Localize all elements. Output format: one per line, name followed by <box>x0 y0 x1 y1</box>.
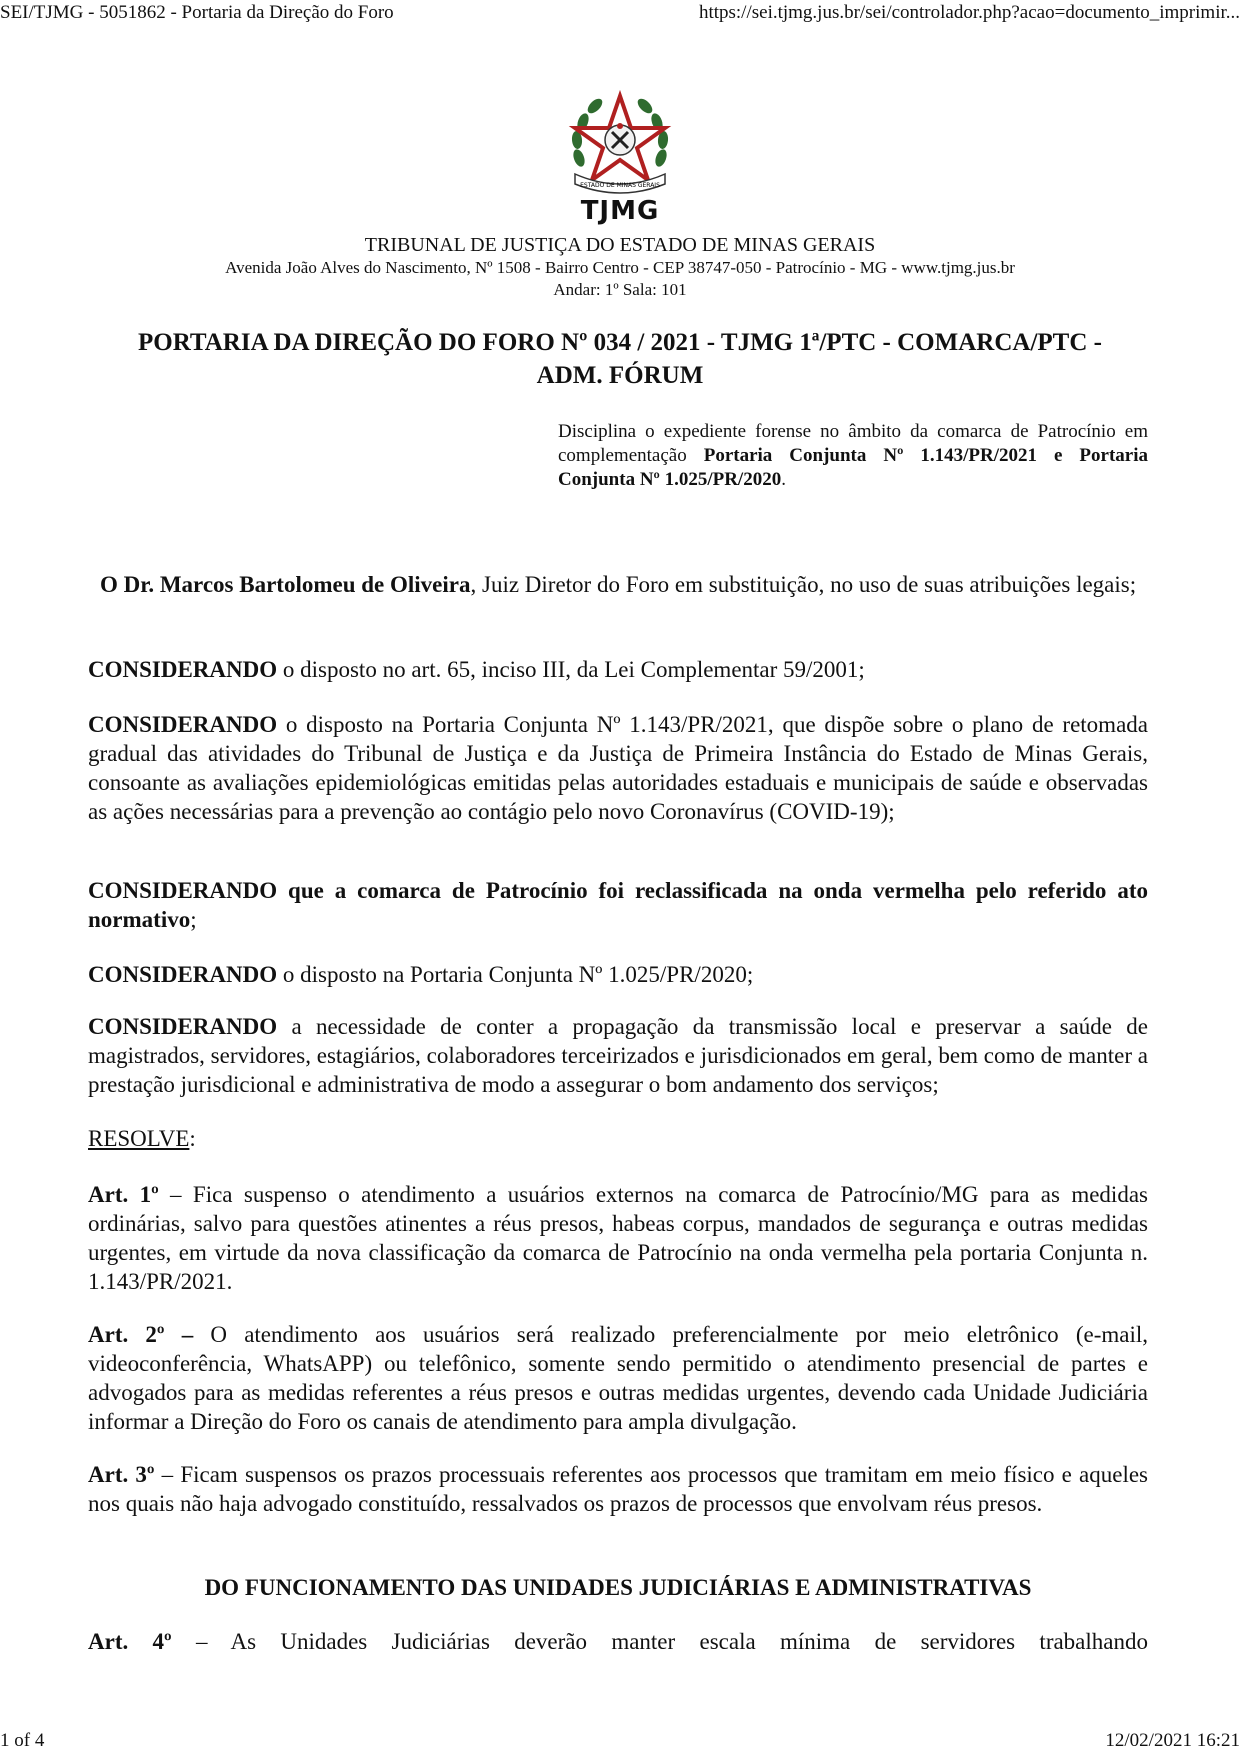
considerando-label: CONSIDERANDO que a comarca de Patrocínio foi reclassificada na onda vermelha pelo referido ato normativo <box>88 878 1148 932</box>
document-title <box>90 326 1150 392</box>
org-floor: Andar: 1º Sala: 101 <box>553 280 687 299</box>
section-heading: DO FUNCIONAMENTO DAS UNIDADES JUDICIÁRIAS E ADMINISTRATIVAS <box>204 1575 1032 1600</box>
article-text: O atendimento aos usuários será realizado preferencialmente por meio eletrônico (e-mail, videoconferência, WhatsAPP) ou telefônico, somente sendo permitido o atendimento presencial de partes e advogados para as medidas referentes a réus presos e outras medidas urgentes, devendo cada Unidade Judiciária informar a Direção do Foro os canais de atendimento para ampla divulgação. <box>88 1322 1149 1434</box>
considerando-label: CONSIDERANDO <box>88 712 278 737</box>
article-1 <box>88 1180 1148 1296</box>
article-label: Art. 1º <box>88 1182 159 1207</box>
considerando-4 <box>88 960 1148 989</box>
article-label: Art. 4º <box>88 1629 172 1654</box>
article-text: – As Unidades Judiciárias deverão manter escala mínima de servidores trabalhando <box>171 1629 1148 1654</box>
tjmg-logo <box>555 88 685 228</box>
considerando-label: CONSIDERANDO <box>88 657 278 682</box>
considerando-text: ; <box>190 907 197 932</box>
article-label: Art. 2º – <box>88 1322 194 1347</box>
print-header <box>0 0 1240 26</box>
considerando-3 <box>88 876 1148 934</box>
intro-text: , Juiz Diretor do Foro em substituição, no uso de suas atribuições legais; <box>470 572 1137 597</box>
print-header-title: SEI/TJMG - 5051862 - Portaria da Direção do Foro <box>0 2 394 23</box>
resolve-colon: : <box>189 1126 196 1151</box>
resolve-label <box>88 1124 1148 1153</box>
document-summary <box>558 420 1148 492</box>
summary-bold: Portaria Conjunta Nº 1.143/PR/2021 e Portaria Conjunta Nº 1.025/PR/2020 <box>558 445 1148 490</box>
page-count: 1 of 4 <box>0 1730 45 1751</box>
resolve-word: RESOLVE <box>88 1126 190 1151</box>
considerando-1 <box>88 655 1148 684</box>
considerando-text: o disposto no art. 65, inciso III, da Lei Complementar 59/2001; <box>277 657 865 682</box>
print-footer <box>0 1730 1240 1755</box>
logo-text: TJMG <box>580 196 660 226</box>
summary-text: Disciplina o expediente forense no âmbito da comarca de Patrocínio em complementação <box>558 421 1148 466</box>
considerando-label: CONSIDERANDO <box>88 962 278 987</box>
org-address: Avenida João Alves do Nascimento, Nº 1508 - Bairro Centro - CEP 38747-050 - Patrocínio - MG - www.tjmg.jus.br <box>225 258 1015 277</box>
article-text: – Fica suspenso o atendimento a usuários externos na comarca de Patrocínio/MG para as medidas ordinárias, salvo para questões atinentes a réus presos, habeas corpus, mandados de segurança e outras medidas urgentes, em virtude da nova classificação da comarca de Patrocínio na onda vermelha pela portaria Conjunta n. 1.143/PR/2021. <box>88 1182 1148 1294</box>
intro-judge-name: O Dr. Marcos Bartolomeu de Oliveira <box>100 572 471 597</box>
article-2 <box>88 1320 1148 1436</box>
org-name: TRIBUNAL DE JUSTIÇA DO ESTADO DE MINAS GERAIS <box>364 234 876 256</box>
print-timestamp: 12/02/2021 16:21 <box>1105 1730 1240 1751</box>
article-label: Art. 3º <box>88 1462 155 1487</box>
seal-text: ESTADO DE MINAS GERAIS <box>580 182 660 189</box>
article-3 <box>88 1460 1148 1518</box>
coat-of-arms-icon <box>565 88 675 200</box>
considerando-text: o disposto na Portaria Conjunta Nº 1.143/PR/2021, que dispõe sobre o plano de retomada gradual das atividades do Tribunal de Justiça e da Justiça de Primeira Instância do Estado de Minas Gerais, consoante as avaliações epidemiológicas emitidas pelas autoridades estaduais e municipais de saúde e observadas as ações necessárias para a prevenção ao contágio pelo novo Coronavírus (COVID-19); <box>88 712 1148 824</box>
document-title-line1: PORTARIA DA DIREÇÃO DO FORO Nº 034 / 2021 - TJMG 1ª/PTC - COMARCA/PTC - <box>138 329 1102 356</box>
article-4 <box>88 1627 1148 1656</box>
considerando-label: CONSIDERANDO <box>88 1014 278 1039</box>
article-text: – Ficam suspensos os prazos processuais referentes aos processos que tramitam em meio físico e aqueles nos quais não haja advogado constituído, ressalvados os prazos de processos que envolvam réus presos. <box>88 1462 1149 1516</box>
considerando-5 <box>88 1012 1148 1099</box>
print-header-url: https://sei.tjmg.jus.br/sei/controlador.php?acao=documento_imprimir... <box>698 2 1240 23</box>
considerando-2 <box>88 710 1148 826</box>
considerando-text: o disposto na Portaria Conjunta Nº 1.025/PR/2020; <box>277 962 754 987</box>
summary-end: . <box>781 469 786 490</box>
considerando-text: a necessidade de conter a propagação da transmissão local e preservar a saúde de magistrados, servidores, estagiários, colaboradores terceirizados e jurisdicionados em geral, bem como de manter a prestação jurisdicional e administrativa de modo a assegurar o bom andamento dos serviços; <box>88 1014 1148 1097</box>
intro-paragraph <box>88 570 1160 599</box>
document-title-line2: ADM. FÓRUM <box>536 362 704 389</box>
